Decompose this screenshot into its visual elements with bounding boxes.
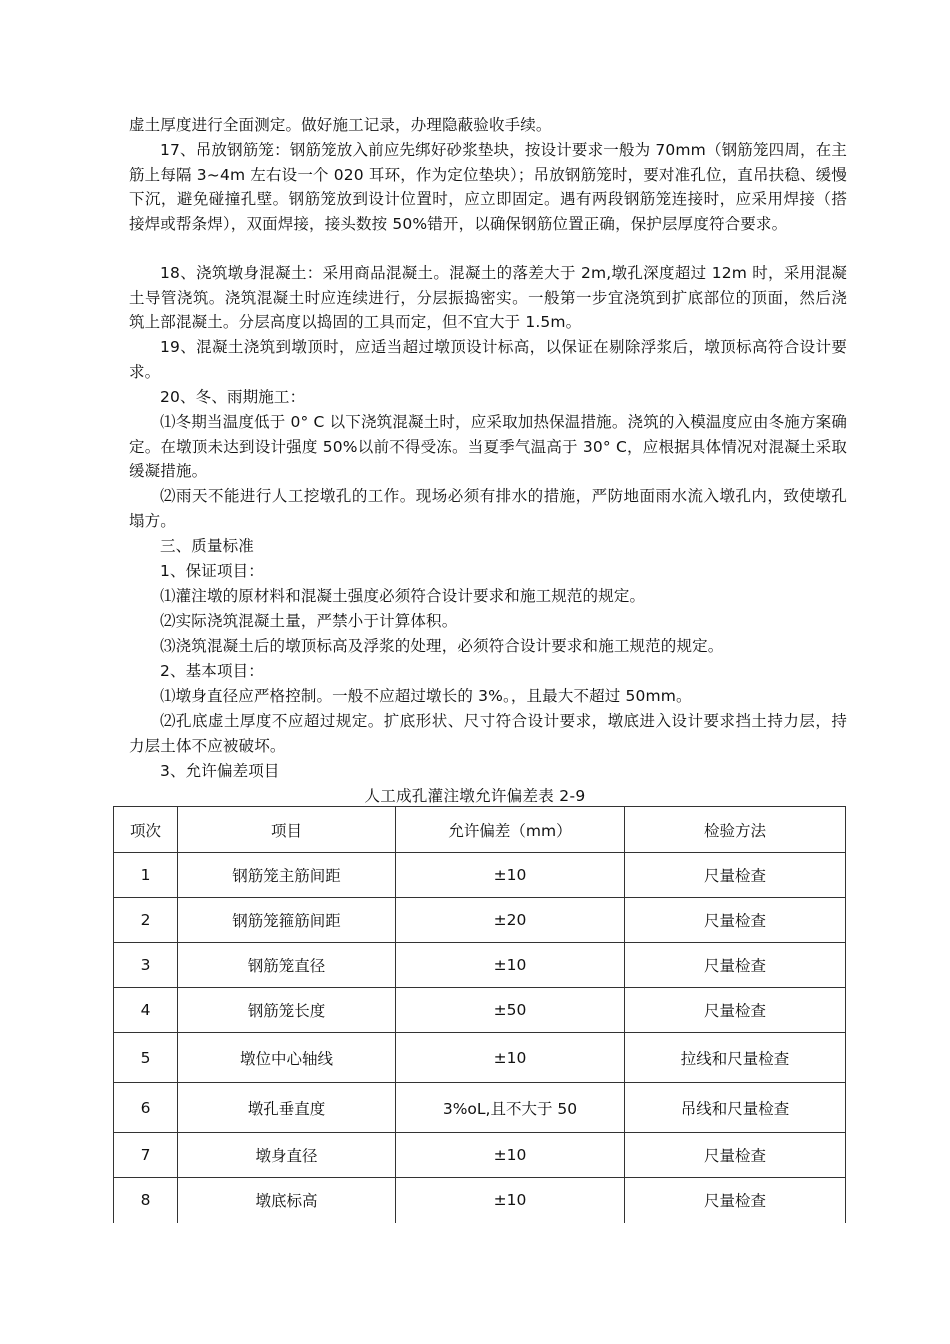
cell-index: 4 [114, 988, 178, 1033]
cell-method: 拉线和尺量检查 [625, 1033, 846, 1083]
cell-method: 尺量检查 [625, 853, 846, 898]
table-row [114, 898, 846, 943]
paragraph-rain: ⑵雨天不能进行人工挖墩孔的工作。现场必须有排水的措施，严防地面雨水流入墩孔内，致使墩孔塌方。 [129, 487, 847, 530]
table-row [114, 988, 846, 1033]
heading-quality-standard: 三、质量标准 [160, 537, 254, 555]
cell-deviation: ±10 [396, 1178, 625, 1223]
cell-index: 3 [114, 943, 178, 988]
cell-deviation: ±50 [396, 988, 625, 1033]
paragraph-guarantee-2: ⑵实际浇筑混凝土量，严禁小于计算体积。 [160, 612, 458, 630]
cell-item: 墩底标高 [178, 1178, 396, 1223]
cell-index: 5 [114, 1033, 178, 1083]
paragraph-item-20: 20、冬、雨期施工： [160, 388, 306, 406]
cell-method: 尺量检查 [625, 988, 846, 1033]
cell-method: 尺量检查 [625, 1133, 846, 1178]
table-header-row [114, 807, 846, 853]
cell-item: 墩身直径 [178, 1133, 396, 1178]
cell-deviation: 3%oL,且不大于 50 [396, 1083, 625, 1133]
cell-deviation: ±10 [396, 1133, 625, 1178]
cell-deviation: ±10 [396, 1033, 625, 1083]
cell-item: 钢筋笼直径 [178, 943, 396, 988]
header-item: 项目 [178, 807, 396, 853]
cell-item: 墩位中心轴线 [178, 1033, 396, 1083]
cell-deviation: ±20 [396, 898, 625, 943]
cell-item: 墩孔垂直度 [178, 1083, 396, 1133]
paragraph-void-soil: 虚土厚度进行全面测定。做好施工记录，办理隐蔽验收手续。 [129, 116, 552, 134]
table-caption: 人工成孔灌注墩允许偏差表 2-9 [364, 787, 586, 805]
cell-item: 钢筋笼箍筋间距 [178, 898, 396, 943]
paragraph-basic-2: ⑵孔底虚土厚度不应超过规定。扩底形状、尺寸符合设计要求，墩底进入设计要求挡土持力层，持力层土体不应被破坏。 [129, 712, 847, 755]
header-method: 检验方法 [625, 807, 846, 853]
cell-deviation: ±10 [396, 943, 625, 988]
cell-deviation: ±10 [396, 853, 625, 898]
header-index: 项次 [114, 807, 178, 853]
heading-allowable-deviation: 3、允许偏差项目 [160, 762, 280, 780]
table-row [114, 1133, 846, 1178]
paragraph-item-19: 19、混凝土浇筑到墩顶时，应适当超过墩顶设计标高，以保证在剔除浮浆后，墩顶标高符合设计要求。 [129, 338, 847, 381]
cell-index: 6 [114, 1083, 178, 1133]
header-deviation: 允许偏差（mm） [396, 807, 625, 853]
table-row [114, 1033, 846, 1083]
paragraph-winter: ⑴冬期当温度低于 0° C 以下浇筑混凝土时，应采取加热保温措施。浇筑的入模温度应由冬施方案确定。在墩顶未达到设计强度 50%以前不得受冻。当夏季气温高于 30° C，应根据具体情况对混凝土采取缓凝措施。 [129, 413, 847, 481]
cell-index: 8 [114, 1178, 178, 1223]
cell-index: 1 [114, 853, 178, 898]
cell-method: 尺量检查 [625, 1178, 846, 1223]
table-row [114, 1083, 846, 1133]
cell-index: 7 [114, 1133, 178, 1178]
paragraph-item-17: 17、吊放钢筋笼：钢筋笼放入前应先绑好砂浆垫块，按设计要求一般为 70mm（钢筋笼四周，在主筋上每隔 3~4m 左右设一个 020 耳环，作为定位垫块）；吊放钢筋笼时，要对准孔位，直吊扶稳、缓慢下沉，避免碰撞孔壁。钢筋笼放到设计位置时，应立即固定。遇有两段钢筋笼连接时，应采用焊接（搭接焊或帮条焊），双面焊接，接头数按 50%错开，以确保钢筋位置正确，保护层厚度符合要求。 [129, 141, 847, 233]
cell-index: 2 [114, 898, 178, 943]
cell-method: 尺量检查 [625, 898, 846, 943]
table-row [114, 1178, 846, 1223]
heading-basic-items: 2、基本项目： [160, 662, 264, 680]
heading-guarantee-items: 1、保证项目： [160, 562, 264, 580]
cell-method: 尺量检查 [625, 943, 846, 988]
cell-item: 钢筋笼长度 [178, 988, 396, 1033]
paragraph-item-18: 18、浇筑墩身混凝土：采用商品混凝土。混凝土的落差大于 2m,墩孔深度超过 12m 时，采用混凝土导管浇筑。浇筑混凝土时应连续进行，分层振捣密实。一般第一步宜浇筑到扩底部位的顶面，然后浇筑上部混凝土。分层高度以捣固的工具而定，但不宜大于 1.5m。 [129, 264, 847, 332]
deviation-table [113, 806, 846, 1223]
paragraph-basic-1: ⑴墩身直径应严格控制。一般不应超过墩长的 3%。，且最大不超过 50mm。 [160, 687, 692, 705]
table-row [114, 853, 846, 898]
paragraph-guarantee-3: ⑶浇筑混凝土后的墩顶标高及浮浆的处理，必须符合设计要求和施工规范的规定。 [160, 637, 724, 655]
cell-method: 吊线和尺量检查 [625, 1083, 846, 1133]
table-row [114, 943, 846, 988]
paragraph-guarantee-1: ⑴灌注墩的原材料和混凝土强度必须符合设计要求和施工规范的规定。 [160, 587, 646, 605]
cell-item: 钢筋笼主筋间距 [178, 853, 396, 898]
